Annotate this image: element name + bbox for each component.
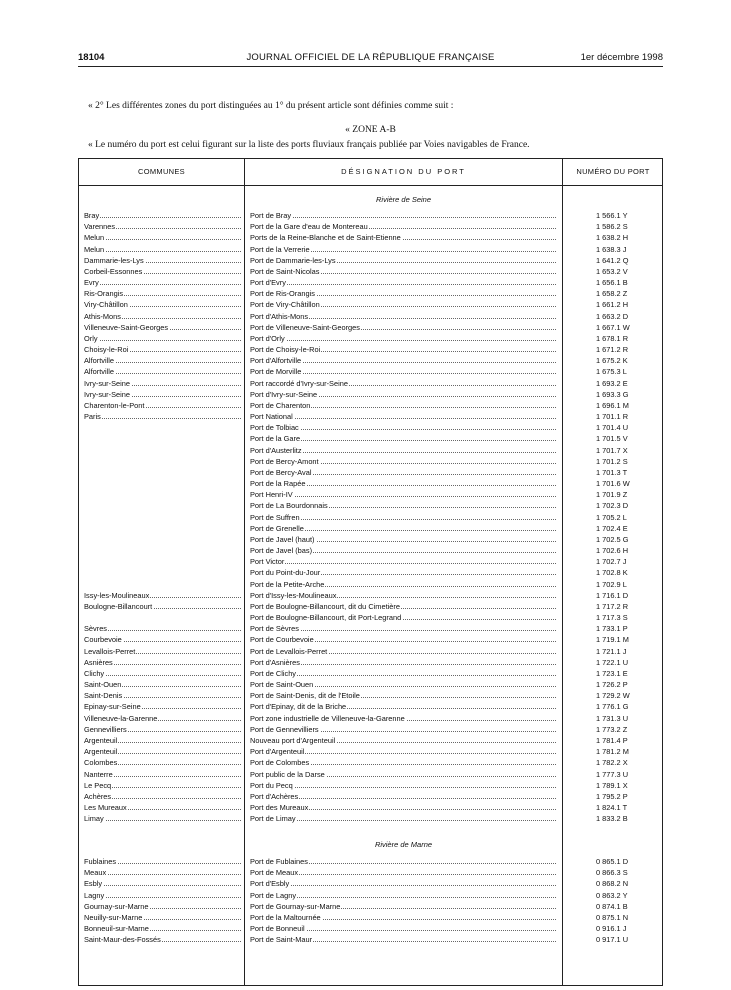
port-number-cell: 1 795.2 P <box>596 791 628 801</box>
port-number-cell: 1 781.2 M <box>596 747 629 757</box>
port-name-cell: Port de Boulogne-Billancourt, dit du Cimetière <box>250 601 556 612</box>
commune-cell <box>84 523 241 534</box>
table-row <box>79 422 662 433</box>
port-name-cell: Port Victor <box>250 556 556 567</box>
port-number-cell: 1 701.7 X <box>596 445 628 455</box>
port-number-cell: 0 874.1 B <box>596 901 628 911</box>
port-number-cell: 1 641.2 Q <box>596 255 629 265</box>
commune-cell <box>84 433 241 444</box>
table-row <box>79 221 662 232</box>
commune-cell <box>84 556 241 567</box>
port-name-cell: Port de Javel (bas) <box>250 545 556 556</box>
port-number-cell: 1 733.1 P <box>596 624 628 634</box>
table-row <box>79 232 662 243</box>
port-name-cell: Port de Meaux <box>250 867 556 878</box>
port-number-cell: 1 675.3 L <box>596 367 627 377</box>
table-row <box>79 489 662 500</box>
port-number-cell: 0 863.2 Y <box>596 890 628 900</box>
commune-cell: Melun <box>84 232 241 243</box>
port-name-cell: Port de la Verrerie <box>250 244 556 255</box>
commune-cell: Gournay-sur-Marne <box>84 901 241 912</box>
commune-cell: Meaux <box>84 867 241 878</box>
port-name-cell: Port d'Austerlitz <box>250 445 556 456</box>
port-name-cell: Port de Fublaines <box>250 856 556 867</box>
port-number-cell: 1 726.2 P <box>596 680 628 690</box>
header-designation: DÉSIGNATION DU PORT <box>341 167 466 176</box>
table-row <box>79 400 662 411</box>
table-row <box>79 478 662 489</box>
table-row <box>79 713 662 724</box>
commune-cell: Athis-Mons <box>84 311 241 322</box>
commune-cell: Esbly <box>84 878 241 889</box>
table-row <box>79 556 662 567</box>
port-name-cell: Port de la Gare d'eau de Montereau <box>250 221 556 232</box>
table-row <box>79 612 662 623</box>
port-name-cell: Port d'Issy-les-Moulineaux <box>250 590 556 601</box>
port-name-cell: Port de Bercy-Amont <box>250 456 556 467</box>
table-row <box>79 545 662 556</box>
commune-cell <box>84 512 241 523</box>
port-number-cell: 1 719.1 M <box>596 635 629 645</box>
commune-cell <box>84 489 241 500</box>
table-row <box>79 288 662 299</box>
port-name-cell: Port de Levallois-Perret <box>250 646 556 657</box>
commune-cell: Paris <box>84 411 241 422</box>
table-row <box>79 389 662 400</box>
port-name-cell: Port de Grenelle <box>250 523 556 534</box>
table-row <box>79 757 662 768</box>
commune-cell: Asnières <box>84 657 241 668</box>
commune-cell <box>84 500 241 511</box>
port-number-cell: 1 675.2 K <box>596 356 628 366</box>
port-number-cell: 1 693.2 E <box>596 378 628 388</box>
port-number-cell: 0 866.3 S <box>596 868 628 878</box>
commune-cell: Ivry-sur-Seine <box>84 378 241 389</box>
table-row <box>79 322 662 333</box>
port-name-cell: Port raccordé d'Ivry-sur-Seine <box>250 378 556 389</box>
commune-cell: Saint-Maur-des-Fossés <box>84 934 241 945</box>
port-number-cell: 1 729.2 W <box>596 691 630 701</box>
zone-heading: « ZONE A-B <box>345 125 396 135</box>
port-name-cell: Port d'Athis-Mons <box>250 311 556 322</box>
issue-date: 1er décembre 1998 <box>580 52 663 63</box>
port-number-cell: 1 789.1 X <box>596 780 628 790</box>
port-number-cell: 0 916.1 J <box>596 924 627 934</box>
table-row <box>79 433 662 444</box>
port-name-cell: Port de Javel (haut) <box>250 534 556 545</box>
commune-cell: Lagny <box>84 890 241 901</box>
commune-cell: Alfortville <box>84 355 241 366</box>
port-number-cell: 1 586.2 S <box>596 222 628 232</box>
port-name-cell: Port de Colombes <box>250 757 556 768</box>
port-number-note: « Le numéro du port est celui figurant sur la liste des ports fluviaux français publiée par Voies navigables de France. <box>88 140 530 150</box>
commune-cell: Evry <box>84 277 241 288</box>
commune-cell: Boulogne-Billancourt <box>84 601 241 612</box>
commune-cell: Saint-Ouen <box>84 679 241 690</box>
commune-cell <box>84 612 241 623</box>
port-name-cell: Port d'Esbly <box>250 878 556 889</box>
commune-cell: Ivry-sur-Seine <box>84 389 241 400</box>
port-number-cell: 1 671.2 R <box>596 345 629 355</box>
port-number-cell: 1 702.9 L <box>596 579 627 589</box>
commune-cell: Orly <box>84 333 241 344</box>
port-name-cell: Port de Gournay-sur-Marne <box>250 901 556 912</box>
commune-cell: Epinay-sur-Seine <box>84 701 241 712</box>
commune-cell <box>84 545 241 556</box>
port-number-cell: 0 865.1 D <box>596 857 629 866</box>
port-number-cell: 1 702.6 H <box>596 546 629 556</box>
table-row <box>79 579 662 590</box>
port-number-cell: 1 702.8 K <box>596 568 628 578</box>
port-name-cell: Port du Point-du-Jour <box>250 567 556 578</box>
table-row <box>79 769 662 780</box>
port-number-cell: 1 782.2 X <box>596 758 628 768</box>
port-number-cell: 1 731.3 U <box>596 713 629 723</box>
table-row <box>79 244 662 255</box>
table-row <box>79 867 662 878</box>
table-row <box>79 923 662 934</box>
port-number-cell: 1 667.1 W <box>596 322 630 332</box>
header-numero: NUMÉRO DU PORT <box>576 167 650 176</box>
port-name-cell: Port d'Asnières <box>250 657 556 668</box>
port-name-cell: Port de Dammarie-les-Lys <box>250 255 556 266</box>
table-row <box>79 467 662 478</box>
intro-paragraph: « 2° Les différentes zones du port distinguées au 1° du présent article sont définies comme suit : <box>88 101 454 111</box>
table-row <box>79 623 662 634</box>
port-name-cell: Port de Limay <box>250 813 556 824</box>
port-number-cell: 1 701.2 S <box>596 456 628 466</box>
port-name-cell: Port de Courbevoie <box>250 634 556 645</box>
commune-cell: Viry-Châtillon <box>84 299 241 310</box>
port-number-cell: 1 702.4 E <box>596 523 628 533</box>
table-row <box>79 657 662 668</box>
port-number-cell: 1 773.2 Z <box>596 724 628 734</box>
commune-cell: Ris-Orangis <box>84 288 241 299</box>
port-number-cell: 1 693.3 G <box>596 389 629 399</box>
port-name-cell: Port National <box>250 411 556 422</box>
table-row <box>79 590 662 601</box>
port-name-cell: Port de Saint-Maur <box>250 934 556 945</box>
port-name-cell: Port de Gennevilliers <box>250 724 556 735</box>
commune-cell: Bray <box>84 210 241 221</box>
port-number-cell: 0 875.1 N <box>596 912 629 922</box>
table-row <box>79 780 662 791</box>
port-name-cell: Port de Tolbiac <box>250 422 556 433</box>
port-name-cell: Port de Viry-Châtillon <box>250 299 556 310</box>
port-name-cell: Port de Clichy <box>250 668 556 679</box>
table-row <box>79 266 662 277</box>
table-row <box>79 333 662 344</box>
table-row <box>79 277 662 288</box>
commune-cell: Neuilly-sur-Marne <box>84 912 241 923</box>
port-name-cell: Port de Choisy-le-Roi <box>250 344 556 355</box>
table-row <box>79 724 662 735</box>
commune-cell: Sèvres <box>84 623 241 634</box>
port-name-cell: Port du Pecq <box>250 780 556 791</box>
table-row <box>79 690 662 701</box>
table-row <box>79 746 662 757</box>
table-row <box>79 366 662 377</box>
table-row <box>79 701 662 712</box>
commune-cell: Levallois-Perret <box>84 646 241 657</box>
page-header <box>78 52 663 67</box>
port-name-cell: Port de Bray <box>250 210 556 221</box>
table-row <box>79 500 662 511</box>
commune-cell <box>84 567 241 578</box>
page-number: 18104 <box>78 52 105 63</box>
port-number-cell: 1 716.1 D <box>596 590 629 600</box>
table-row <box>79 878 662 889</box>
table-row <box>79 856 662 867</box>
port-number-cell: 1 776.1 G <box>596 702 629 712</box>
commune-cell <box>84 579 241 590</box>
commune-cell <box>84 456 241 467</box>
commune-cell <box>84 445 241 456</box>
port-name-cell: Port de Villeneuve-Saint-Georges <box>250 322 556 333</box>
port-name-cell: Port de Charenton <box>250 400 556 411</box>
port-name-cell: Port de Ris-Orangis <box>250 288 556 299</box>
commune-cell: Clichy <box>84 668 241 679</box>
table-row <box>79 735 662 746</box>
port-number-cell: 1 702.3 D <box>596 501 629 511</box>
table-row <box>79 355 662 366</box>
commune-cell: Melun <box>84 244 241 255</box>
section-marne: Rivière de Marne <box>374 840 433 849</box>
port-name-cell: Ports de la Reine-Blanche et de Saint-Etienne <box>250 232 556 243</box>
port-name-cell: Port de la Gare <box>250 433 556 444</box>
commune-cell <box>84 534 241 545</box>
port-name-cell: Nouveau port d'Argenteuil <box>250 735 556 746</box>
commune-cell: Argenteuil <box>84 746 241 757</box>
table-row <box>79 679 662 690</box>
port-name-cell: Port zone industrielle de Villeneuve-la-Garenne <box>250 713 556 724</box>
port-number-cell: 1 717.3 S <box>596 613 628 623</box>
port-number-cell: 1 663.2 D <box>596 311 629 321</box>
port-number-cell: 1 723.1 E <box>596 668 628 678</box>
port-number-cell: 1 781.4 P <box>596 735 628 745</box>
port-number-cell: 0 868.2 N <box>596 879 629 889</box>
table-row <box>79 255 662 266</box>
port-name-cell: Port d'Epinay, dit de la Briche <box>250 701 556 712</box>
port-number-cell: 1 701.1 R <box>596 412 629 422</box>
port-number-cell: 1 824.1 T <box>596 803 628 812</box>
table-row <box>79 668 662 679</box>
table-row <box>79 456 662 467</box>
port-name-cell: Port d'Alfortville <box>250 355 556 366</box>
port-number-cell: 1 702.5 G <box>596 534 629 544</box>
port-name-cell: Port de La Bourdonnais <box>250 500 556 511</box>
port-number-cell: 1 722.1 U <box>596 657 629 667</box>
port-name-cell: Port de la Petite-Arche <box>250 579 556 590</box>
commune-cell: Saint-Denis <box>84 690 241 701</box>
port-number-cell: 1 653.2 V <box>596 266 628 276</box>
commune-cell <box>84 478 241 489</box>
table-row <box>79 934 662 945</box>
port-number-cell: 1 701.4 U <box>596 423 629 433</box>
commune-cell <box>84 467 241 478</box>
port-name-cell: Port d'Argenteuil <box>250 746 556 757</box>
table-row <box>79 802 662 813</box>
port-name-cell: Port de Bercy-Aval <box>250 467 556 478</box>
table-row <box>79 411 662 422</box>
table-row <box>79 813 662 824</box>
section-seine: Rivière de Seine <box>375 195 432 204</box>
port-name-cell: Port de Suffren <box>250 512 556 523</box>
commune-cell: Limay <box>84 813 241 824</box>
port-number-cell: 1 777.3 U <box>596 769 629 779</box>
port-number-cell: 1 678.1 R <box>596 333 629 343</box>
commune-cell: Colombes <box>84 757 241 768</box>
table-row <box>79 445 662 456</box>
commune-cell: Alfortville <box>84 366 241 377</box>
port-number-cell: 1 705.2 L <box>596 512 627 522</box>
port-name-cell: Port de Bonneuil <box>250 923 556 934</box>
port-number-cell: 1 717.2 R <box>596 601 629 611</box>
port-number-cell: 1 701.6 W <box>596 479 630 489</box>
table-header <box>79 159 662 186</box>
commune-cell: Achères <box>84 791 241 802</box>
table-row <box>79 567 662 578</box>
ports-table <box>78 158 663 986</box>
table-row <box>79 210 662 221</box>
commune-cell: Fublaines <box>84 856 241 867</box>
table-row <box>79 311 662 322</box>
port-number-cell: 1 701.5 V <box>596 434 628 444</box>
commune-cell: Dammarie-les-Lys <box>84 255 241 266</box>
port-name-cell: Port des Mureaux <box>250 802 556 813</box>
port-name-cell: Port de la Maltournée <box>250 912 556 923</box>
port-number-cell: 1 656.1 B <box>596 278 628 288</box>
table-row <box>79 378 662 389</box>
port-name-cell: Port d'Ivry-sur-Seine <box>250 389 556 400</box>
port-name-cell: Port d'Evry <box>250 277 556 288</box>
commune-cell: Corbeil-Essonnes <box>84 266 241 277</box>
port-name-cell: Port d'Achères <box>250 791 556 802</box>
port-number-cell: 1 833.2 B <box>596 814 628 824</box>
port-name-cell: Port public de la Darse <box>250 769 556 780</box>
table-row <box>79 523 662 534</box>
commune-cell: Nanterre <box>84 769 241 780</box>
table-row <box>79 344 662 355</box>
table-row <box>79 901 662 912</box>
commune-cell: Issy-les-Moulineaux <box>84 590 241 601</box>
port-name-cell: Port d'Orly <box>250 333 556 344</box>
commune-cell: Courbevoie <box>84 634 241 645</box>
port-number-cell: 1 658.2 Z <box>596 289 628 299</box>
commune-cell <box>84 422 241 433</box>
commune-cell: Varennes <box>84 221 241 232</box>
table-row <box>79 912 662 923</box>
port-name-cell: Port de Sèvres <box>250 623 556 634</box>
commune-cell: Villeneuve-Saint-Georges <box>84 322 241 333</box>
port-name-cell: Port de Saint-Ouen <box>250 679 556 690</box>
table-row <box>79 890 662 901</box>
table-row <box>79 601 662 612</box>
port-number-cell: 1 638.2 H <box>596 233 629 243</box>
commune-cell: Gennevilliers <box>84 724 241 735</box>
table-row <box>79 534 662 545</box>
port-name-cell: Port Henri-IV <box>250 489 556 500</box>
commune-cell: Le Pecq <box>84 780 241 791</box>
table-row <box>79 791 662 802</box>
header-communes: COMMUNES <box>138 167 185 176</box>
commune-cell: Les Mureaux <box>84 802 241 813</box>
port-name-cell: Port de Saint-Nicolas <box>250 266 556 277</box>
port-name-cell: Port de la Rapée <box>250 478 556 489</box>
port-number-cell: 1 701.3 T <box>596 467 628 477</box>
port-name-cell: Port de Boulogne-Billancourt, dit Port-Legrand <box>250 612 556 623</box>
port-name-cell: Port de Morville <box>250 366 556 377</box>
journal-title: JOURNAL OFFICIEL DE LA RÉPUBLIQUE FRANÇAISE <box>246 52 495 63</box>
port-name-cell: Port de Lagny <box>250 890 556 901</box>
port-number-cell: 1 721.1 J <box>596 646 627 656</box>
port-name-cell: Port de Saint-Denis, dit de l'Etoile <box>250 690 556 701</box>
table-row <box>79 646 662 657</box>
table-row <box>79 634 662 645</box>
port-number-cell: 0 917.1 U <box>596 935 629 945</box>
table-row <box>79 512 662 523</box>
port-number-cell: 1 661.2 H <box>596 300 629 310</box>
table-row <box>79 299 662 310</box>
port-number-cell: 1 566.1 Y <box>596 211 628 220</box>
port-number-cell: 1 638.3 J <box>596 244 627 254</box>
commune-cell: Villeneuve-la-Garenne <box>84 713 241 724</box>
commune-cell: Argenteuil <box>84 735 241 746</box>
port-number-cell: 1 702.7 J <box>596 557 627 567</box>
commune-cell: Charenton-le-Pont <box>84 400 241 411</box>
port-number-cell: 1 701.9 Z <box>596 490 628 500</box>
port-number-cell: 1 696.1 M <box>596 400 629 410</box>
commune-cell: Bonneuil-sur-Marne <box>84 923 241 934</box>
commune-cell: Choisy-le-Roi <box>84 344 241 355</box>
